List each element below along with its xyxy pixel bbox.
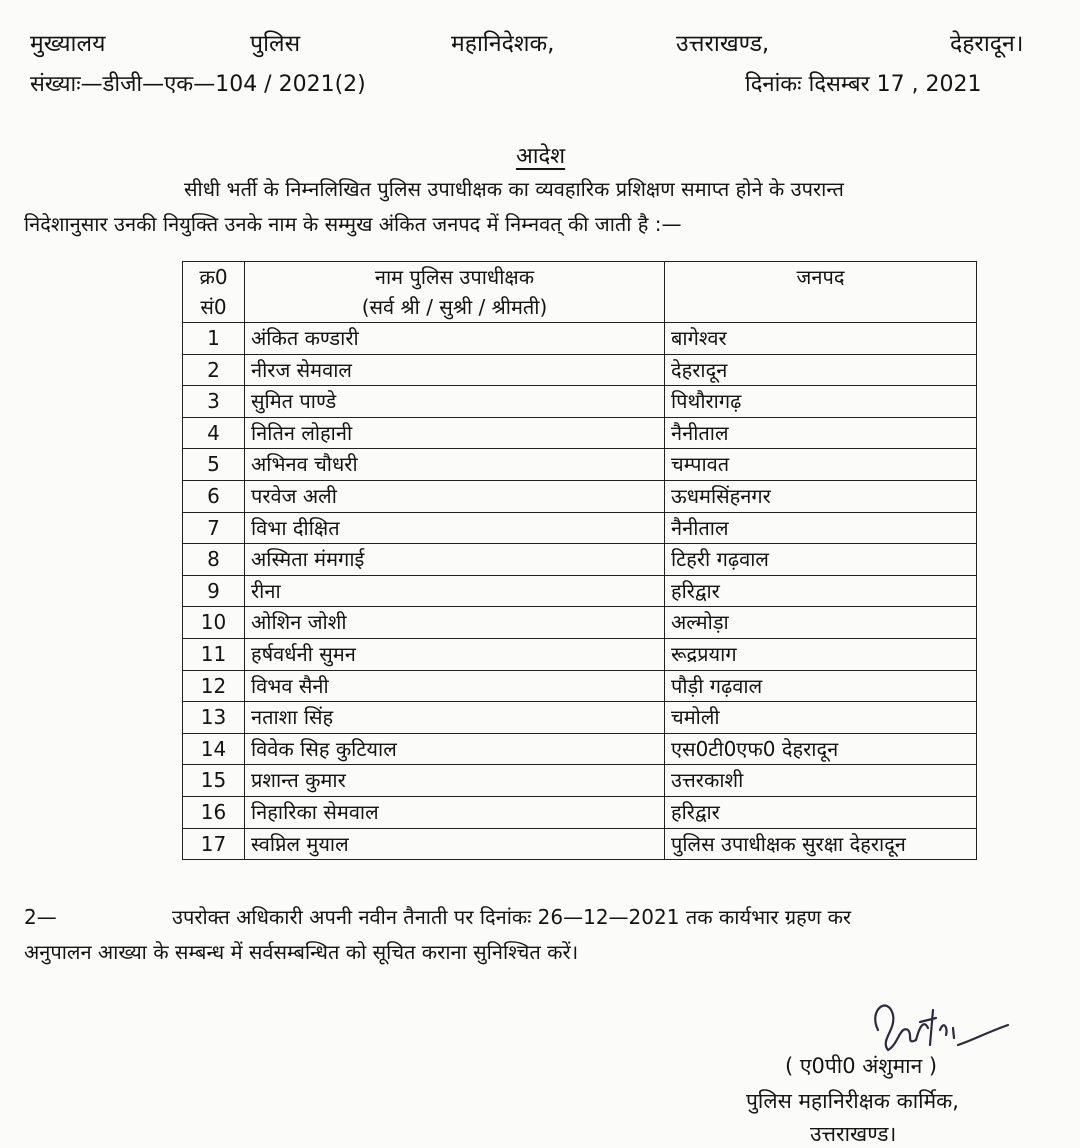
- intro-line-2: निदेशानुसार उनकी नियुक्ति उनके नाम के सम्मुख अंकित जनपद में निम्नवत् की जाती है :—: [24, 212, 682, 236]
- table-row: [183, 386, 977, 418]
- row-serial: 1: [183, 323, 245, 355]
- intro-paragraph: [24, 172, 1056, 242]
- header-police: पुलिस: [250, 31, 301, 57]
- row-serial: 2: [183, 354, 245, 386]
- row-district: चम्पावत: [665, 449, 977, 481]
- para2-line-1: 2— उपरोक्त अधिकारी अपनी नवीन तैनाती पर दिनांकः 26—12—2021 तक कार्यभार ग्रहण कर: [24, 900, 1056, 935]
- row-district: ऊधमसिंहनगर: [665, 480, 977, 512]
- header-serial: क्र0 सं0: [183, 262, 245, 323]
- row-officer-name: रीना: [245, 575, 665, 607]
- para2-line-2: अनुपालन आख्या के सम्बन्ध में सर्वसम्बन्धित को सूचित कराना सुनिश्चित करें।: [24, 940, 579, 964]
- row-officer-name: स्वप्निल मुयाल: [245, 828, 665, 860]
- row-serial: 17: [183, 828, 245, 860]
- row-serial: 11: [183, 638, 245, 670]
- row-district: हरिद्वार: [665, 796, 977, 828]
- row-officer-name: प्रशान्त कुमार: [245, 765, 665, 797]
- row-district: रूद्रप्रयाग: [665, 638, 977, 670]
- row-serial: 3: [183, 386, 245, 418]
- table-row: [183, 796, 977, 828]
- row-officer-name: नितिन लोहानी: [245, 417, 665, 449]
- row-district: पुलिस उपाधीक्षक सुरक्षा देहरादून: [665, 828, 977, 860]
- para2-number: 2—: [24, 905, 57, 929]
- row-serial: 5: [183, 449, 245, 481]
- row-officer-name: हर्षवर्धनी सुमन: [245, 638, 665, 670]
- row-officer-name: निहारिका सेमवाल: [245, 796, 665, 828]
- table-row: [183, 417, 977, 449]
- posting-table: [182, 261, 977, 860]
- row-officer-name: अस्मिता मंमगाई: [245, 544, 665, 576]
- row-serial: 13: [183, 702, 245, 734]
- table-row: [183, 512, 977, 544]
- header-district: जनपद: [665, 262, 977, 323]
- table-header-row: [183, 262, 977, 323]
- header-dg: महानिदेशक,: [451, 31, 555, 57]
- row-serial: 15: [183, 765, 245, 797]
- order-title: आदेश: [516, 144, 566, 169]
- row-officer-name: विभव सैनी: [245, 670, 665, 702]
- row-serial: 12: [183, 670, 245, 702]
- row-district: पिथौरागढ़: [665, 386, 977, 418]
- row-district: अल्मोड़ा: [665, 607, 977, 639]
- row-district: उत्तरकाशी: [665, 765, 977, 797]
- table-row: [183, 449, 977, 481]
- table-row: [183, 607, 977, 639]
- row-serial: 6: [183, 480, 245, 512]
- header-hq: मुख्यालय: [30, 31, 106, 57]
- signatory-state: उत्तराखण्ड।: [810, 1122, 897, 1146]
- row-district: चमोली: [665, 702, 977, 734]
- table-row: [183, 670, 977, 702]
- row-district: एस0टी0एफ0 देहरादून: [665, 733, 977, 765]
- table-row: [183, 575, 977, 607]
- row-officer-name: ओशिन जोशी: [245, 607, 665, 639]
- row-serial: 4: [183, 417, 245, 449]
- header-name: नाम पुलिस उपाधीक्षक (सर्व श्री / सुश्री / श्रीमती): [245, 262, 665, 323]
- row-serial: 8: [183, 544, 245, 576]
- row-district: नैनीताल: [665, 417, 977, 449]
- table-row: [183, 354, 977, 386]
- row-officer-name: नीरज सेमवाल: [245, 354, 665, 386]
- header-state: उत्तराखण्ड,: [676, 31, 770, 57]
- row-serial: 7: [183, 512, 245, 544]
- signatory-name: ( ए0पी0 अंशुमान ): [785, 1054, 938, 1078]
- row-district: हरिद्वार: [665, 575, 977, 607]
- header-city: देहरादून।: [950, 31, 1024, 57]
- row-officer-name: अभिनव चौधरी: [245, 449, 665, 481]
- row-officer-name: सुमित पाण्डे: [245, 386, 665, 418]
- signatory-designation: पुलिस महानिरीक्षक कार्मिक,: [746, 1089, 959, 1113]
- row-officer-name: विभा दीक्षित: [245, 512, 665, 544]
- row-district: बागेश्वर: [665, 323, 977, 355]
- table-row: [183, 480, 977, 512]
- row-serial: 9: [183, 575, 245, 607]
- row-officer-name: विवेक सिह कुटियाल: [245, 733, 665, 765]
- intro-line-1: सीधी भर्ती के निम्नलिखित पुलिस उपाधीक्षक का व्यवहारिक प्रशिक्षण समाप्त होने के उपरान्त: [184, 177, 844, 201]
- row-officer-name: नताशा सिंह: [245, 702, 665, 734]
- row-serial: 10: [183, 607, 245, 639]
- row-district: टिहरी गढ़वाल: [665, 544, 977, 576]
- table-row: [183, 828, 977, 860]
- table-row: [183, 323, 977, 355]
- row-officer-name: परवेज अली: [245, 480, 665, 512]
- reference-number: संख्याः—डीजी—एक—104 / 2021(2): [30, 72, 366, 97]
- row-officer-name: अंकित कण्डारी: [245, 323, 665, 355]
- paragraph-2: [24, 900, 1056, 970]
- row-serial: 16: [183, 796, 245, 828]
- row-district: पौड़ी गढ़वाल: [665, 670, 977, 702]
- table-row: [183, 702, 977, 734]
- table-row: [183, 733, 977, 765]
- table-body: [183, 323, 977, 860]
- document-date: दिनांकः दिसम्बर 17 , 2021: [745, 72, 982, 97]
- table-row: [183, 765, 977, 797]
- row-serial: 14: [183, 733, 245, 765]
- table-row: [183, 638, 977, 670]
- row-district: नैनीताल: [665, 512, 977, 544]
- row-district: देहरादून: [665, 354, 977, 386]
- table-row: [183, 544, 977, 576]
